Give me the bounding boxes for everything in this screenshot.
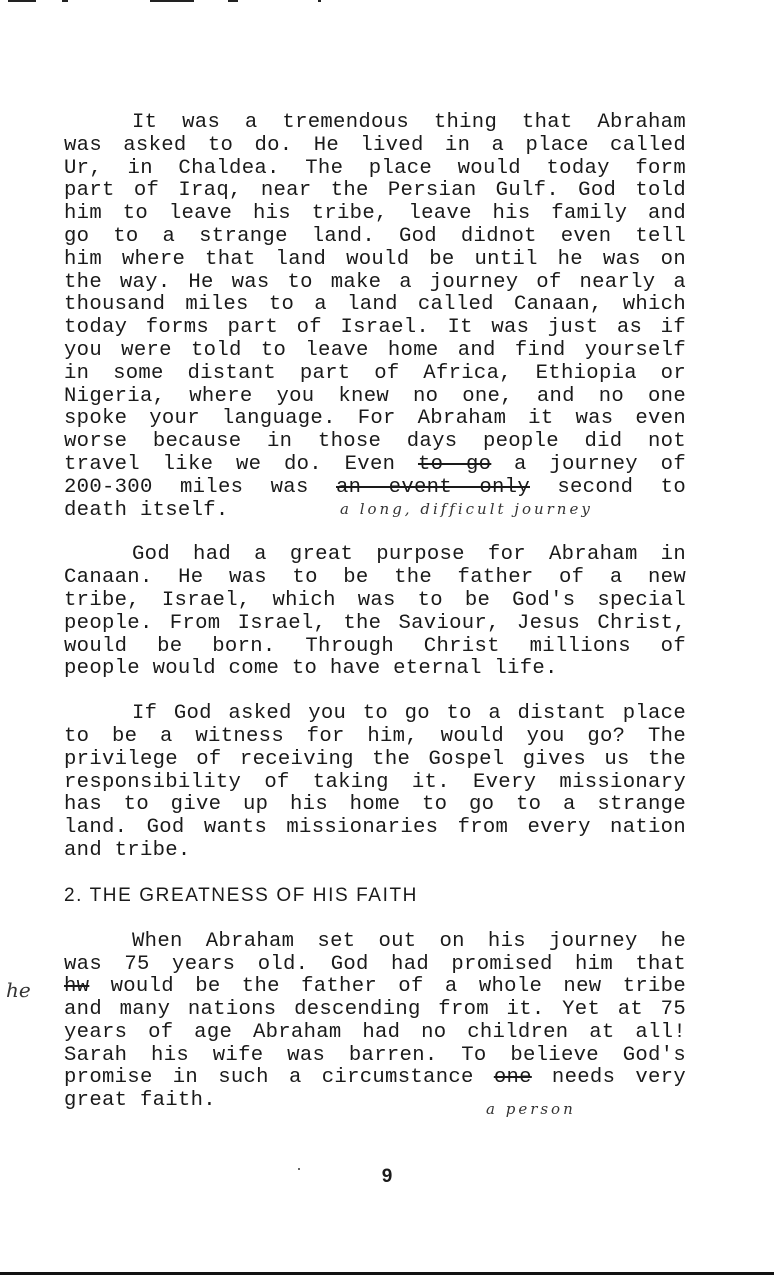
- text-line-with-correction: [64, 454, 686, 477]
- text-line: part of Iraq, near the Persian Gulf. God told: [64, 179, 686, 203]
- text-line: It was a tremendous thing that Abraham: [132, 111, 686, 134]
- text-line-with-correction: [64, 1067, 686, 1090]
- text-fragment: needs very: [531, 1066, 686, 1090]
- bottom-edge-rule: [0, 1272, 774, 1275]
- text-fragment: would be the father of a whole new tribe: [89, 975, 686, 999]
- text-fragment: 200-300 miles was: [64, 475, 336, 499]
- text-line: the way. He was to make a journey of nearly a: [64, 270, 686, 294]
- handwritten-insert: a long, difficult journey: [340, 500, 593, 518]
- document-page: [64, 112, 686, 1113]
- text-line: Canaan. He was to be the father of a new: [64, 566, 686, 590]
- struck-text: to go: [417, 452, 492, 476]
- text-line: God had a great purpose for Abraham in: [132, 543, 686, 567]
- margin-note-he: he: [6, 978, 31, 1002]
- text-line: thousand miles to a land called Canaan, which: [64, 293, 686, 317]
- text-line: spoke your language. For Abraham it was even: [64, 407, 686, 431]
- paragraph-faith: [64, 931, 686, 1113]
- text-line: responsibility of taking it. Every missionary: [64, 770, 686, 794]
- struck-text: hw: [64, 975, 90, 999]
- text-fragment: second to: [529, 475, 686, 499]
- text-line: If God asked you to go to a distant place: [132, 702, 686, 726]
- page-number: 9: [381, 1166, 393, 1187]
- section-heading: 2. THE GREATNESS OF HIS FAITH: [64, 884, 418, 906]
- text-line: land. God wants missionaries from every nation: [64, 816, 686, 840]
- text-line: years of age Abraham had no children at all!: [64, 1020, 686, 1044]
- text-line: Nigeria, where you knew no one, and no one: [64, 384, 686, 408]
- text-line: was asked to do. He lived in a place called: [64, 133, 686, 157]
- paragraph-witness: [64, 703, 686, 863]
- text-line: privilege of receiving the Gospel gives us the: [64, 747, 686, 771]
- text-fragment: a journey of: [491, 452, 686, 476]
- text-line: death itself.: [64, 498, 229, 522]
- text-line: and tribe.: [64, 838, 191, 862]
- handwritten-insert: a person: [486, 1100, 576, 1118]
- text-line-with-correction: [64, 477, 686, 500]
- text-line: was 75 years old. God had promised him that: [64, 952, 686, 976]
- text-line: worse because in those days people did not: [64, 430, 686, 454]
- struck-text: one: [493, 1066, 532, 1090]
- text-line: people would come to have eternal life.: [64, 657, 558, 681]
- text-line: in some distant part of Africa, Ethiopia or: [64, 361, 686, 385]
- text-line: people. From Israel, the Saviour, Jesus Christ,: [64, 611, 686, 635]
- paragraph-gods-purpose: [64, 544, 686, 681]
- paragraph-abraham-call: [64, 112, 686, 522]
- text-line: you were told to leave home and find yourself: [64, 338, 686, 362]
- struck-text: an event only: [336, 475, 530, 499]
- text-line: him where that land would be until he was on: [64, 247, 686, 271]
- text-line: go to a strange land. God didnot even tell: [64, 224, 686, 248]
- text-fragment: travel like we do. Even: [64, 452, 418, 476]
- top-edge-marks: [0, 0, 774, 6]
- text-line: today forms part of Israel. It was just as if: [64, 316, 686, 340]
- text-line: has to give up his home to go to a strange: [64, 793, 686, 817]
- text-line: him to leave his tribe, leave his family and: [64, 202, 686, 226]
- text-line: and many nations descending from it. Yet at 75: [64, 998, 686, 1022]
- text-line: Sarah his wife was barren. To believe God's: [64, 1043, 686, 1067]
- text-line: Ur, in Chaldea. The place would today form: [64, 156, 686, 180]
- text-line: great faith.: [64, 1089, 216, 1113]
- text-line: would be born. Through Christ millions of: [64, 634, 686, 658]
- text-line: When Abraham set out on his journey he: [132, 929, 686, 953]
- text-line: to be a witness for him, would you go? The: [64, 724, 686, 748]
- text-fragment: promise in such a circumstance: [64, 1066, 494, 1090]
- text-line-with-correction: [64, 976, 686, 999]
- text-line: tribe, Israel, which was to be God's special: [64, 588, 686, 612]
